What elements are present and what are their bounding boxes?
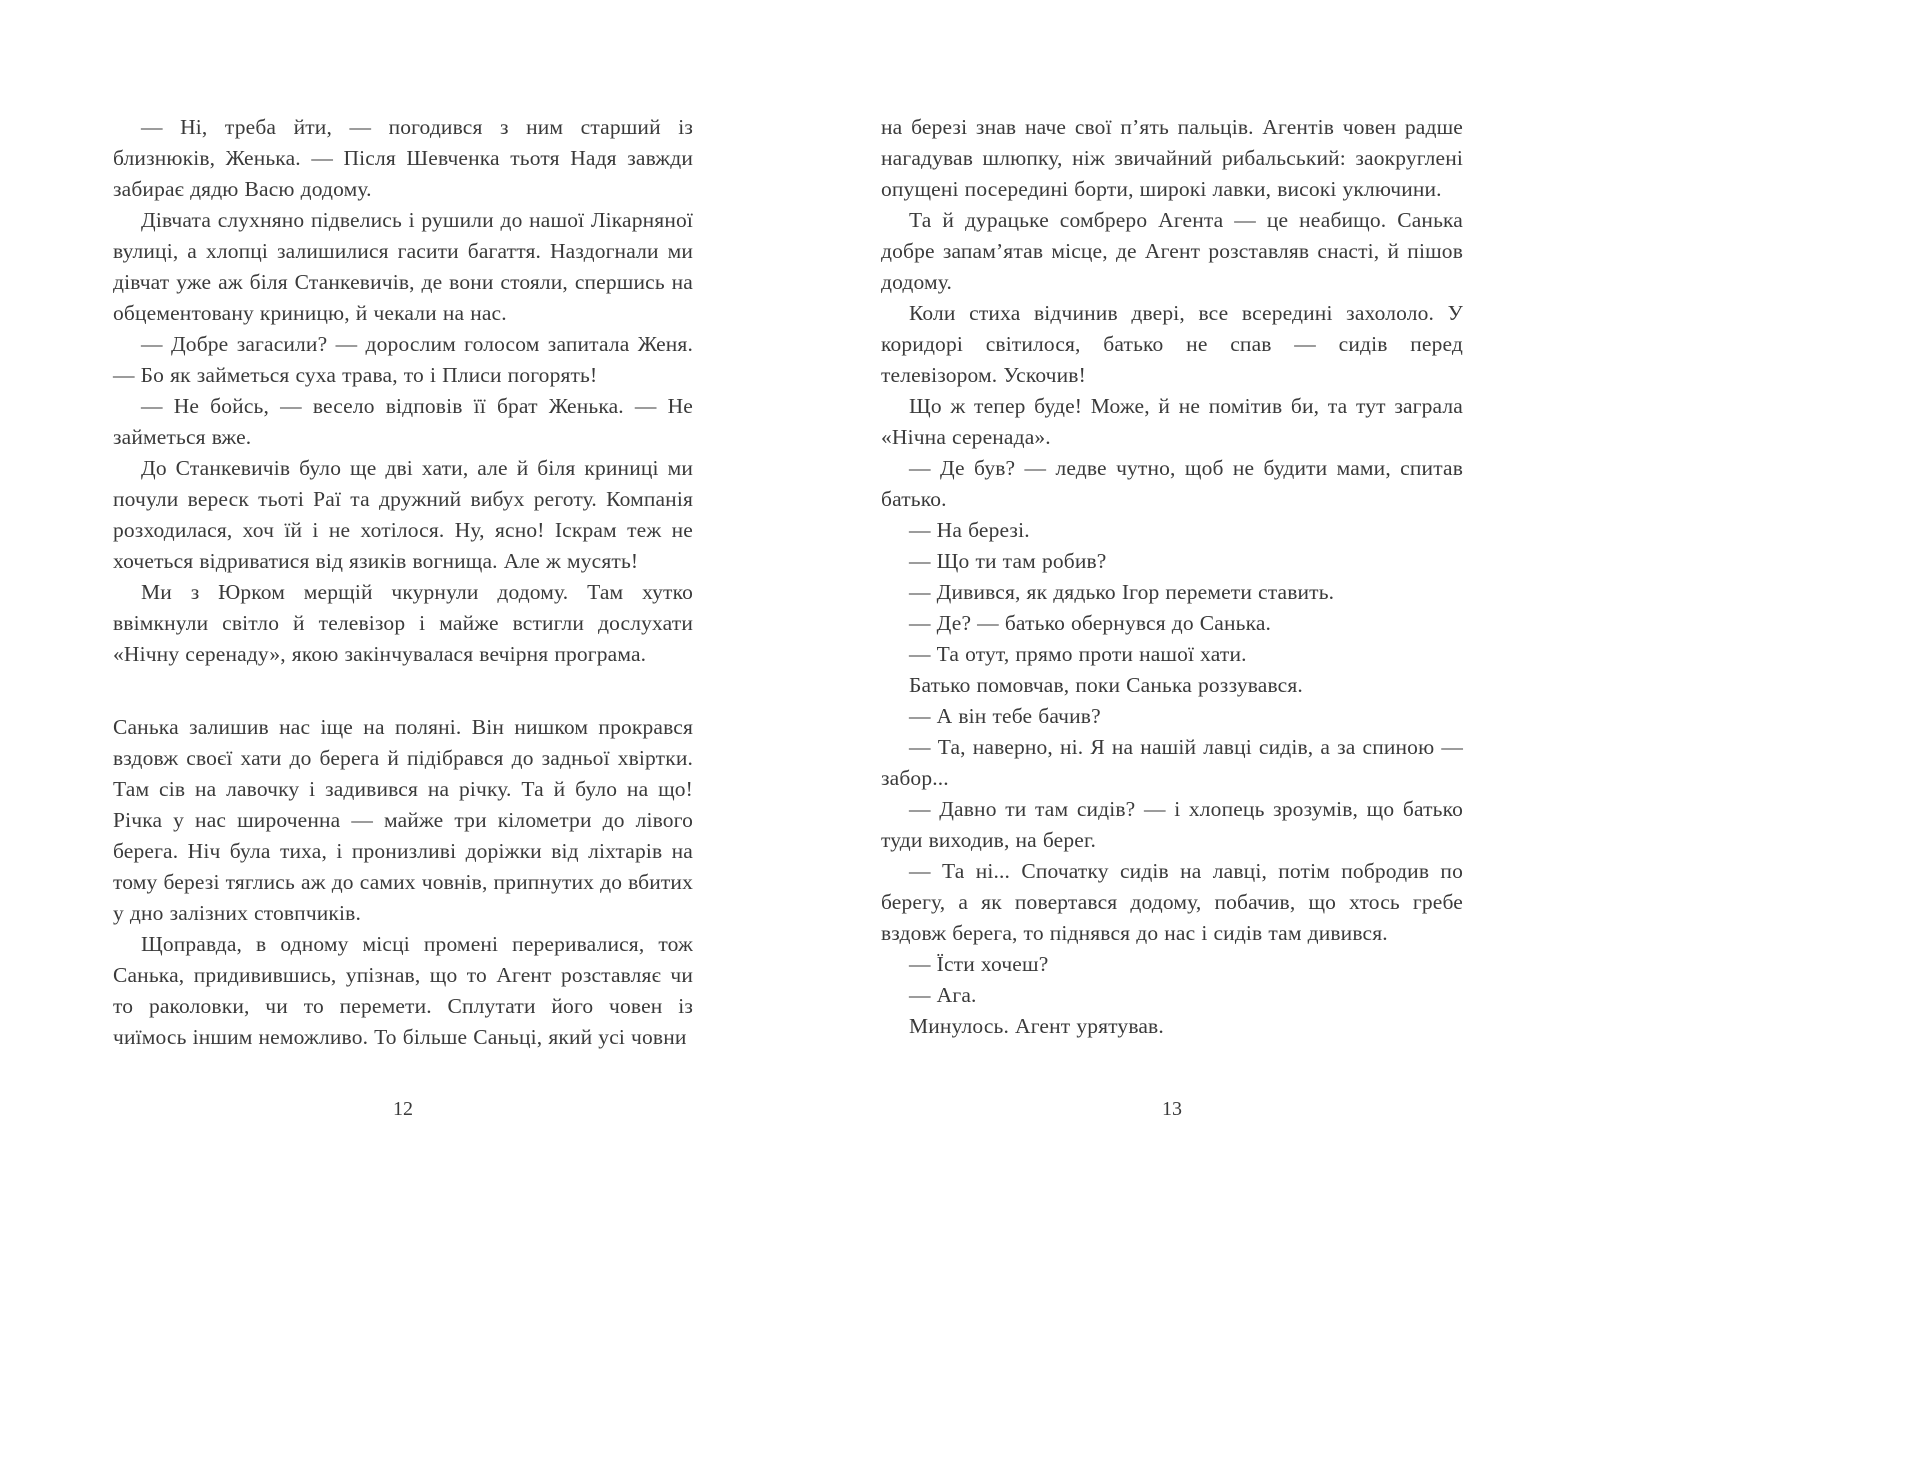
paragraph: Та й дурацьке сомбреро Агента — це неабищо. Санька добре запам’ятав місце, де Агент розставляв снасті, й пішов додому.	[881, 208, 1463, 294]
paragraph: Ми з Юрком мерщій чкурнули додому. Там хутко ввімкнули світло й телевізор і майже встигли дослухати «Нічну серенаду», якою закінчувалася вечірня програма.	[113, 580, 693, 666]
paragraph: Дівчата слухняно підвелись і рушили до нашої Лікарняної вулиці, а хлопці залишилися гасити багаття. Наздогнали ми дівчат уже аж біля Станкевичів, де вони стояли, спершись на обцементовану криницю, й чекали на нас.	[113, 208, 693, 325]
paragraph-dialogue: — А він тебе бачив?	[909, 704, 1101, 728]
page-right	[881, 112, 1463, 1202]
paragraph-dialogue: — Що ти там робив?	[909, 549, 1107, 573]
paragraph-dialogue: — Добре загасили? — дорослим голосом запитала Женя. — Бо як займеться суха трава, то і Плиси погорять!	[113, 332, 693, 387]
paragraph-dialogue: — На березі.	[909, 518, 1030, 542]
paragraph: Минулось. Агент урятував.	[909, 1014, 1164, 1038]
paragraph: Батько помовчав, поки Санька роззувався.	[909, 673, 1303, 697]
paragraph-dialogue: — Не бойсь, — весело відповів її брат Женька. — Не займеться вже.	[113, 394, 693, 449]
paragraph-dialogue: — Де був? — ледве чутно, щоб не будити мами, спитав батько.	[881, 456, 1463, 511]
paragraph-dialogue: — Де? — батько обернувся до Санька.	[909, 611, 1272, 635]
paragraph-dialogue: — Їсти хочеш?	[909, 952, 1049, 976]
page-number-right: 13	[1162, 1098, 1182, 1120]
paragraph-continuation: на березі знав наче свої п’ять пальців. Агентів човен радше нагадував шлюпку, ніж звичайний рибальський: заокруглені опущені посередині борти, широкі лавки, високі уключини.	[881, 115, 1463, 201]
paragraph: Коли стиха відчинив двері, все всередині захололо. У коридорі світилося, батько не спав — сидів перед телевізором. Ускочив!	[881, 301, 1463, 387]
paragraph: — Ні, треба йти, — погодився з ним старший із близнюків, Женька. — Після Шевченка тьотя Надя завжди забирає дядю Васю додому.	[113, 115, 693, 201]
page-left	[113, 112, 693, 1202]
paragraph-section-start: Санька залишив нас іще на поляні. Він нишком прокрався вздовж своєї хати до берега й підібрався до задньої хвіртки. Там сів на лавочку і задивився на річку. Та й було на що! Річка у нас широченна — майже три кілометри до лівого берега. Ніч була тиха, і пронизливі доріжки від ліхтарів на тому березі тяглись аж до самих човнів, припнутих до вбитих у дно залізних стовпчиків.	[113, 715, 693, 925]
paragraph-dialogue: — Та отут, прямо проти нашої хати.	[909, 642, 1247, 666]
paragraph: Що ж тепер буде! Може, й не помітив би, та тут заграла «Нічна серенада».	[881, 394, 1463, 449]
paragraph-dialogue: — Ага.	[909, 983, 977, 1007]
paragraph-dialogue: — Давно ти там сидів? — і хлопець зрозумів, що батько туди виходив, на берег.	[881, 797, 1463, 852]
paragraph: До Станкевичів було ще дві хати, але й біля криниці ми почули вереск тьоті Раї та дружний вибух реготу. Компанія розходилася, хоч їй і не хотілося. Ну, ясно! Іскрам теж не хочеться відриватися від язиків вогнища. Але ж мусять!	[113, 456, 693, 573]
paragraph-dialogue: — Та ні... Спочатку сидів на лавці, потім побродив по берегу, а як повертався додому, побачив, що хтось гребе вздовж берега, то піднявся до нас і сидів там дивився.	[881, 859, 1463, 945]
paragraph-dialogue: — Та, наверно, ні. Я на нашій лавці сидів, а за спиною — забор...	[881, 735, 1463, 790]
page-number-left: 12	[393, 1098, 413, 1120]
paragraph-dialogue: — Дивився, як дядько Ігор перемети ставить.	[909, 580, 1335, 604]
paragraph: Щоправда, в одному місці промені переривалися, тож Санька, придивившись, упізнав, що то Агент розставляє чи то раколовки, чи то перемети. Сплутати його човен із чиїмось іншим неможливо. То більше Саньці, який усі човни	[113, 932, 693, 1049]
